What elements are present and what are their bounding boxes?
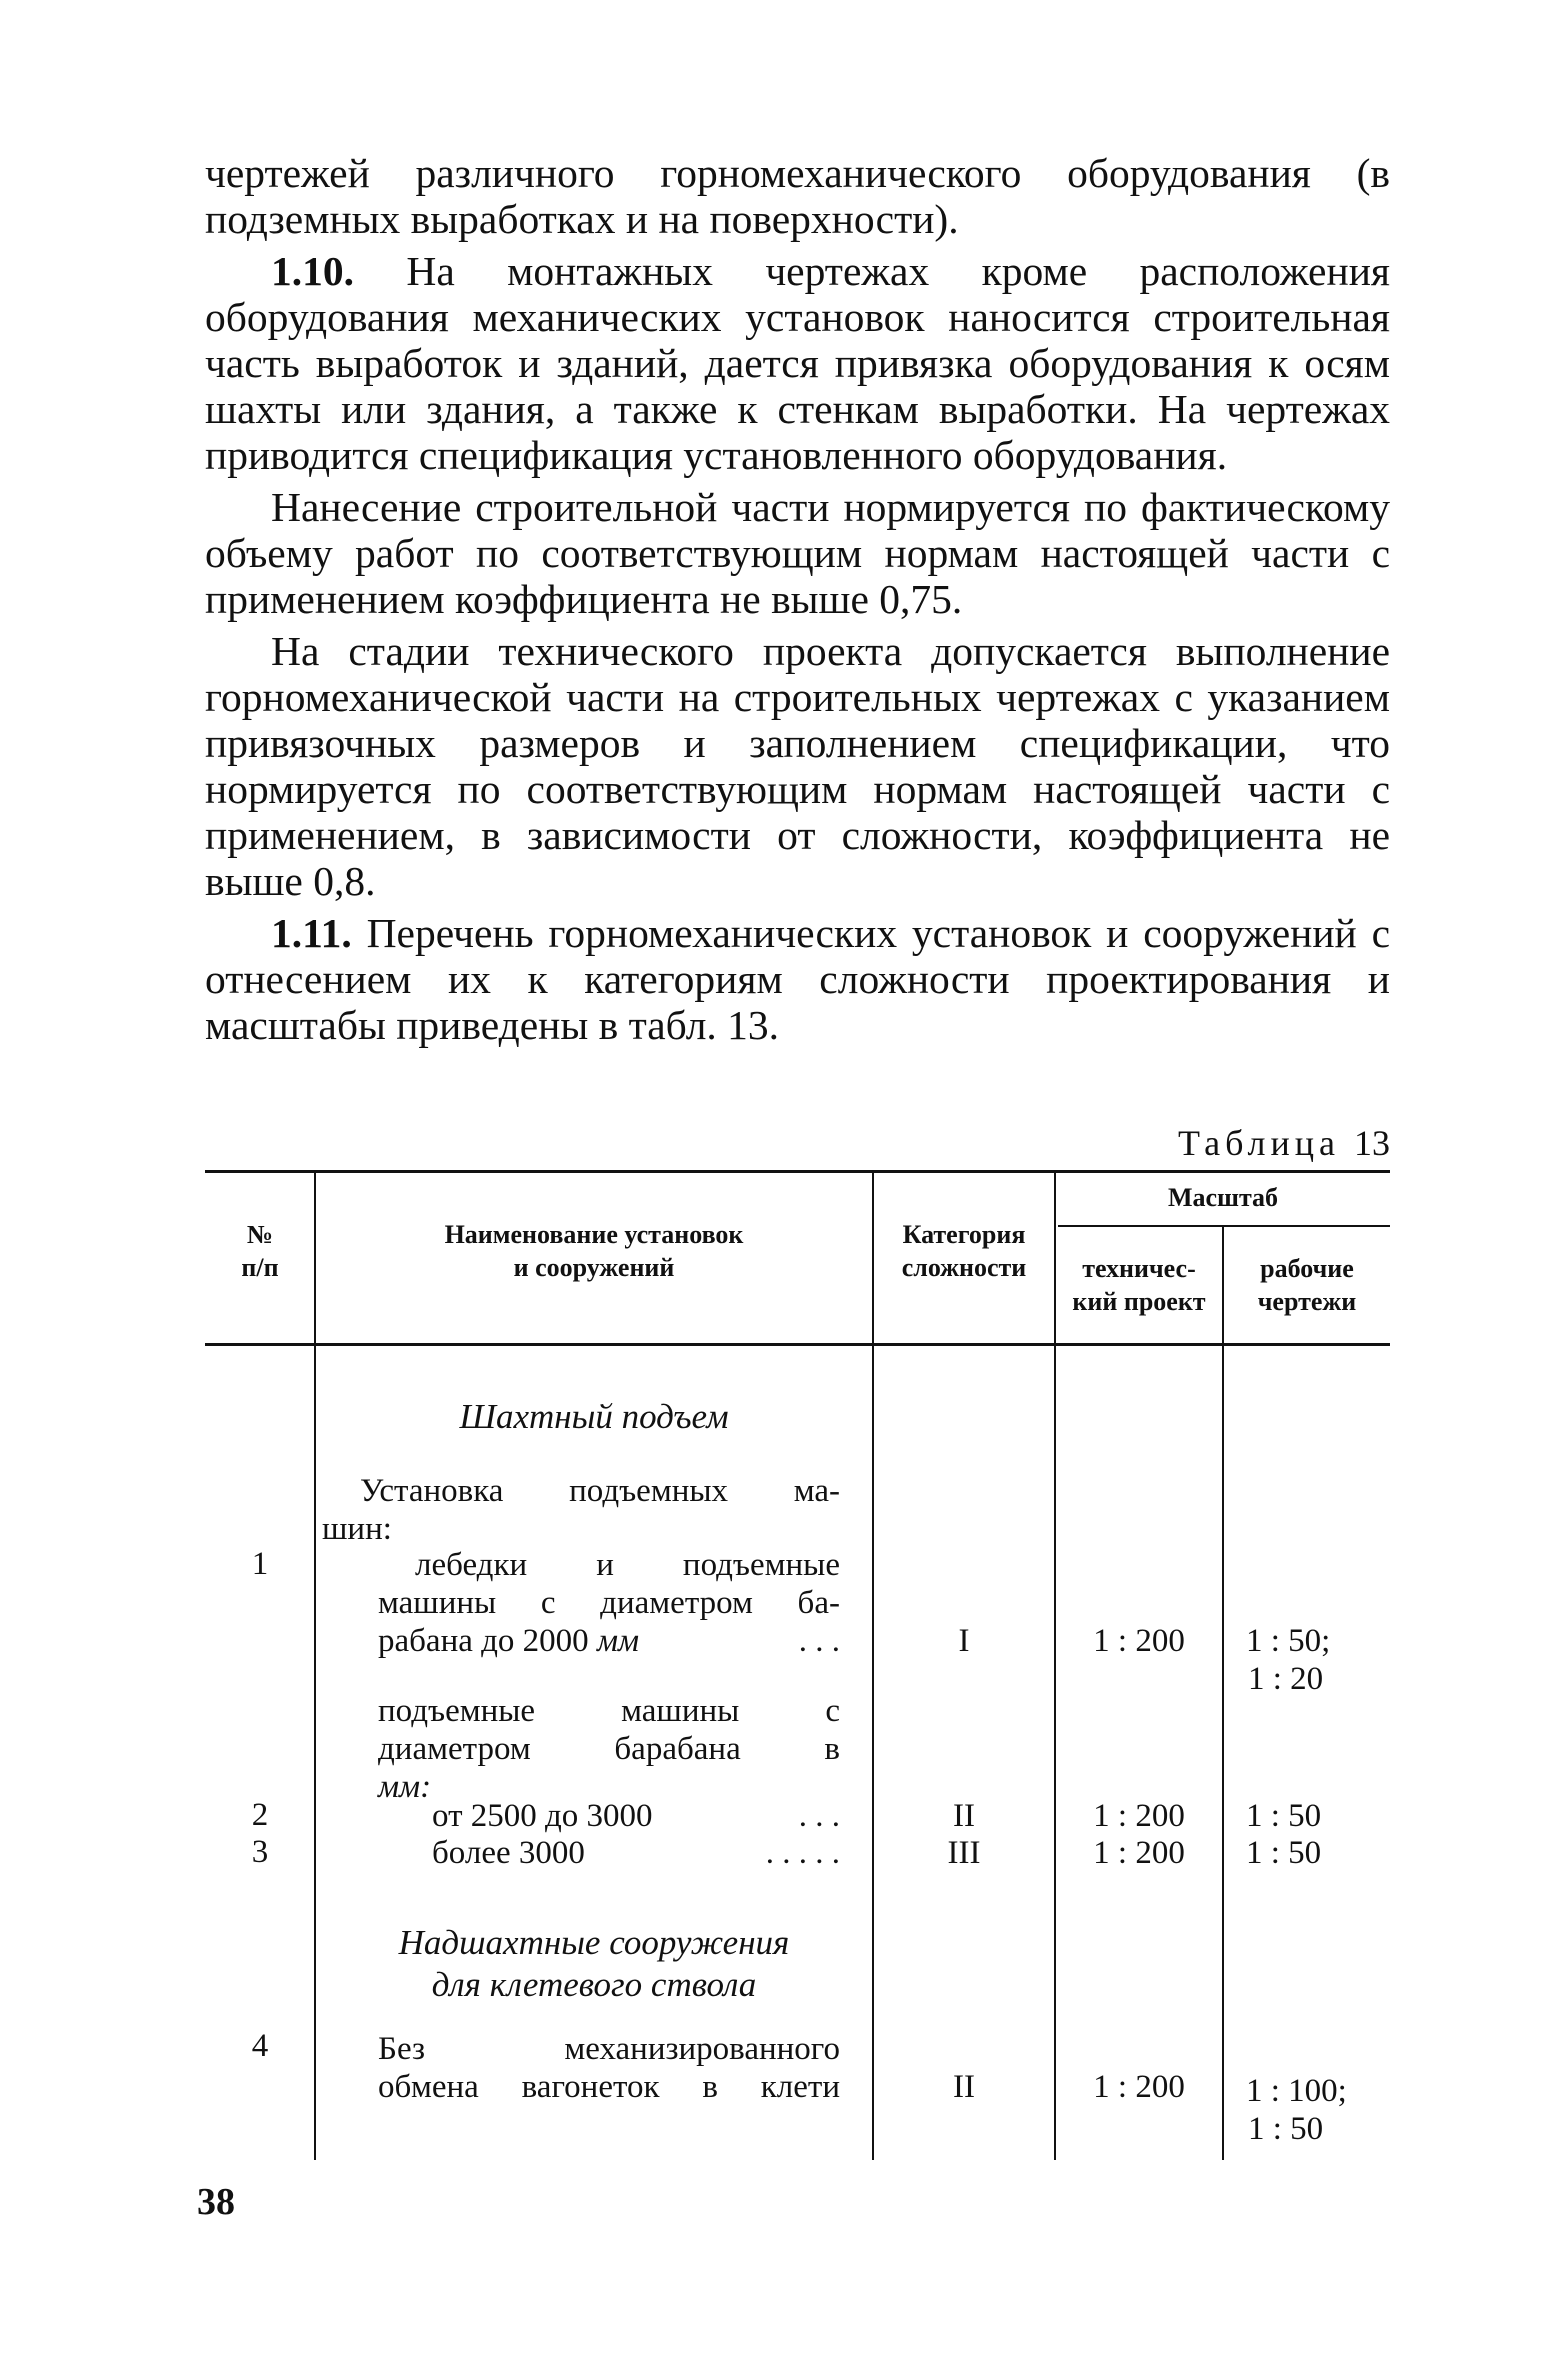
row3-category: III — [947, 1835, 981, 1871]
paragraph-2 — [205, 248, 1390, 478]
row1-category: I — [958, 1623, 970, 1659]
col-divider-1 — [314, 1170, 316, 2160]
row4-num: 4 — [251, 2028, 269, 2064]
paragraph-2-text: На монтажных чертежах кроме расположения оборудования механических установок наносится строительная часть выработок и зданий, дается привязка оборудования к осям шахты или здания, а также к стенкам выработки. На чертежах приводится спецификация установленного оборудования. — [205, 248, 1390, 478]
group2-line3: мм: — [378, 1769, 432, 1805]
table-caption — [1100, 1122, 1390, 1164]
row4-name-line1: Без механизированного — [378, 2031, 840, 2067]
group2-line2: диаметром барабана в — [378, 1731, 840, 1767]
paragraph-5 — [205, 910, 1390, 1048]
section-number-1-10: 1.10. — [271, 248, 354, 294]
row3-tech: 1 : 200 — [1093, 1835, 1185, 1871]
row3-name — [432, 1834, 840, 1872]
row2-dots: . . . — [798, 1798, 840, 1834]
header-work-drawings: рабочие чертежи — [1257, 1254, 1357, 1316]
paragraph-1: чертежей различного горномеханического оборудования (в подземных выработках и на поверхности). — [205, 150, 1390, 242]
row1-dots: . . . — [798, 1623, 840, 1659]
scale-subrule — [1058, 1225, 1390, 1227]
row3-dots: . . . . . — [765, 1835, 840, 1871]
group1-line1: Установка подъемных ма- — [360, 1473, 840, 1509]
page-number: 38 — [197, 2181, 235, 2223]
header-bottom-rule — [205, 1343, 1390, 1346]
row4-tech: 1 : 200 — [1093, 2069, 1185, 2105]
row1-name-line3-text: рабана до 2000 мм — [378, 1623, 640, 1659]
row2-name-text: от 2500 до 3000 — [432, 1798, 653, 1834]
row2-tech: 1 : 200 — [1093, 1798, 1185, 1834]
row3-name-text: более 3000 — [432, 1835, 585, 1871]
section-title-shaft-hoist: Шахтный подъем — [459, 1397, 729, 1436]
row2-work: 1 : 50 — [1246, 1798, 1322, 1834]
row1-unit: мм — [596, 1623, 640, 1659]
paragraph-3: Нанесение строительной части нормируется по фактическому объему работ по соответствующим нормам настоящей части с применением коэффициента не выше 0,75. — [205, 484, 1390, 622]
paragraph-4: На стадии технического проекта допускается выполнение горномеханической части на строительных чертежах с указанием привязочных размеров и заполнением спецификации, что нормируется по соответствующим нормам настоящей части с применением, в зависимости от сложности, коэффициента не выше 0,8. — [205, 628, 1390, 904]
col-divider-2 — [872, 1170, 874, 2160]
row4-name-line2: обмена вагонеток в клети — [378, 2069, 840, 2105]
row4-category: II — [953, 2069, 975, 2105]
header-name: Наименование установок и сооружений — [444, 1220, 744, 1282]
paragraph-5-text: Перечень горномеханических установок и сооружений с отнесением их к категориям сложности проектирования и масштабы приведены в табл. 13. — [205, 910, 1391, 1048]
group1-line2: шин: — [322, 1511, 392, 1547]
section-number-1-11: 1.11. — [271, 910, 352, 956]
row1-work: 1 : 50; 1 : 20 — [1246, 1623, 1331, 1697]
header-tech-project: техничес- кий проект — [1072, 1254, 1206, 1316]
body-text — [205, 150, 1390, 1048]
row2-num: 2 — [251, 1797, 269, 1833]
row1-name-line1: лебедки и подъемные — [415, 1547, 840, 1583]
col-divider-3 — [1054, 1170, 1056, 2160]
header-scale: Масштаб — [1167, 1183, 1279, 1212]
header-num: № п/п — [241, 1220, 279, 1282]
row1-num: 1 — [251, 1546, 269, 1582]
row3-work: 1 : 50 — [1246, 1835, 1322, 1871]
row2-category: II — [953, 1798, 975, 1834]
row1-name-line2: машины с диаметром ба- — [378, 1585, 840, 1621]
header-category: Категория сложности — [901, 1220, 1027, 1282]
group2-line1: подъемные машины с — [378, 1693, 840, 1729]
row2-name — [432, 1797, 840, 1835]
table-caption-word: Таблица — [1178, 1123, 1340, 1163]
row3-num: 3 — [251, 1834, 269, 1870]
table-top-rule — [205, 1170, 1390, 1173]
section-title-headframe: Надшахтные сооружения для клетевого ствола — [398, 1923, 790, 2004]
row4-work: 1 : 100; 1 : 50 — [1246, 2073, 1347, 2147]
table-caption-number: 13 — [1354, 1123, 1390, 1163]
col-divider-4 — [1222, 1225, 1224, 2160]
row1-name-line3 — [378, 1622, 840, 1660]
row1-tech: 1 : 200 — [1093, 1623, 1185, 1659]
